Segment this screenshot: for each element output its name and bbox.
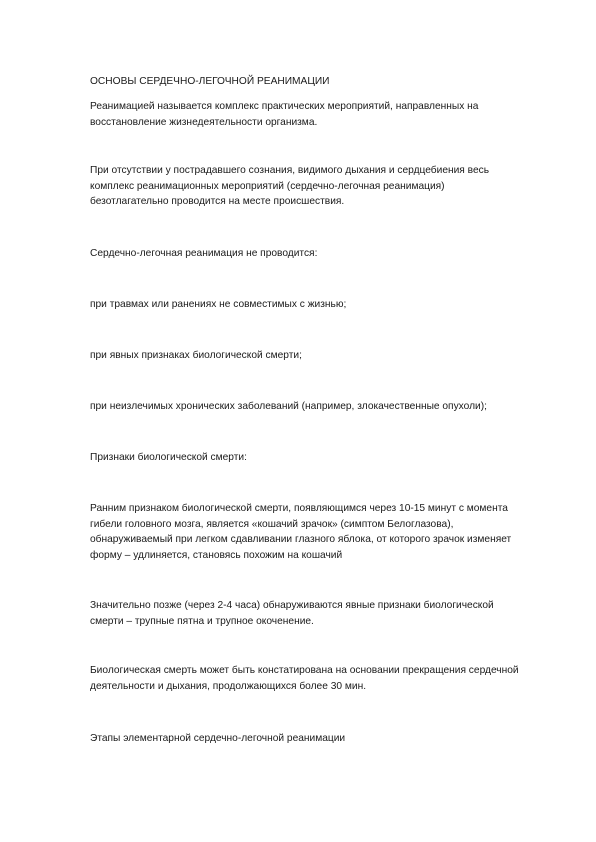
paragraph-definition: Реанимацией называется комплекс практических мероприятий, направленных на восстановление жизнедеятельности организма.	[90, 101, 479, 128]
paragraph-cpr-conditions: При отсутствии у пострадавшего сознания, видимого дыхания и сердцебиения весь комплекс реанимационных мероприятий (сердечно-легочная реанимация) безотлагательно проводится на месте происшествия.	[90, 165, 490, 207]
list-item-chronic-diseases: при неизлечимых хронических заболеваний (например, злокачественные опухоли);	[90, 401, 487, 412]
list-item-trauma: при травмах или ранениях не совместимых с жизнью;	[90, 299, 347, 310]
paragraph-cpr-stages-heading: Этапы элементарной сердечно-легочной реанимации	[90, 733, 346, 744]
paragraph-not-performed-heading: Сердечно-легочная реанимация не проводится:	[90, 248, 318, 259]
paragraph-death-signs-heading: Признаки биологической смерти:	[90, 452, 247, 463]
paragraph-late-signs: Значительно позже (через 2-4 часа) обнаруживаются явные признаки биологической смерти – трупные пятна и трупное окоченение.	[90, 600, 494, 627]
list-item-biological-death: при явных признаках биологической смерти;	[90, 350, 302, 361]
document-title: ОСНОВЫ СЕРДЕЧНО-ЛЕГОЧНОЙ РЕАНИМАЦИИ	[90, 76, 330, 87]
paragraph-death-confirmation: Биологическая смерть может быть констатирована на основании прекращения сердечной деятельности и дыхания, продолжающихся более 30 мин.	[90, 665, 519, 692]
paragraph-cat-pupil: Ранним признаком биологической смерти, появляющимся через 10-15 минут с момента гибели головного мозга, является «кошачий зрачок» (симптом Белоглазова), обнаруживаемый при легком сдавливании глазного яблока, от которого зрачок изменяет форму – удлиняется, становясь похожим на кошачий	[90, 503, 512, 561]
